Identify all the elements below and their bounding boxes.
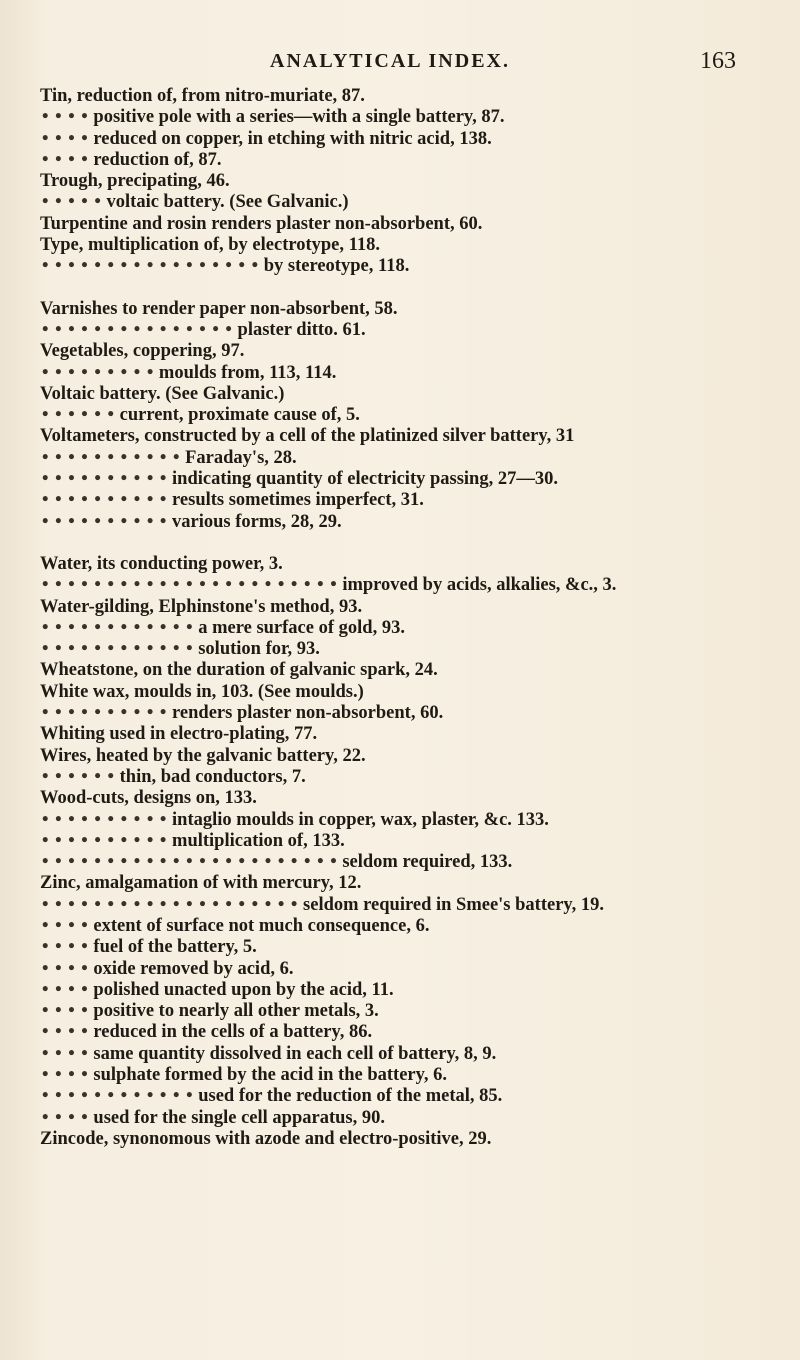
index-subentry bbox=[40, 959, 790, 980]
dot-leader: • • • • • • • • • • bbox=[42, 469, 168, 490]
entry-text: multiplication of, 133. bbox=[172, 830, 345, 851]
dot-leader: • • • • bbox=[42, 149, 89, 170]
dot-leader: • • • • bbox=[42, 1107, 89, 1128]
running-head bbox=[0, 50, 800, 80]
index-entry bbox=[40, 660, 790, 681]
dot-leader: • • • • bbox=[42, 979, 89, 1000]
entry-text: reduced on copper, in etching with nitric acid, 138. bbox=[93, 128, 492, 149]
index-subentry bbox=[40, 852, 790, 873]
entry-text: Varnishes to render paper non-absorbent, 58. bbox=[40, 298, 398, 319]
index-subentry bbox=[40, 1086, 790, 1107]
index-subentry bbox=[40, 1108, 790, 1129]
index-subentry bbox=[40, 831, 790, 852]
index-entry bbox=[40, 384, 790, 405]
dot-leader: • • • • • • • • • • bbox=[42, 511, 168, 532]
index-subentry bbox=[40, 767, 790, 788]
index-subentry bbox=[40, 192, 790, 213]
index-subentry bbox=[40, 363, 790, 384]
entry-text: solution for, 93. bbox=[198, 639, 320, 660]
index-entry bbox=[40, 597, 790, 618]
dot-leader: • • • • bbox=[42, 915, 89, 936]
entry-text: Water, its conducting power, 3. bbox=[40, 553, 283, 574]
entry-text: Wires, heated by the galvanic battery, 22. bbox=[40, 745, 366, 766]
entry-text: various forms, 28, 29. bbox=[172, 511, 342, 532]
index-group bbox=[40, 86, 790, 278]
index-subentry bbox=[40, 1065, 790, 1086]
index-subentry bbox=[40, 256, 790, 277]
dot-leader: • • • • • • • • • • • • bbox=[42, 617, 194, 638]
dot-leader: • • • • • • • • • • • • • • • • • • • • • • • bbox=[42, 852, 338, 873]
dot-leader: • • • • • • • • • • • • • • • • • • • • • • • bbox=[42, 575, 338, 596]
dot-leader: • • • • • • • • • • • • bbox=[42, 1086, 194, 1107]
entry-text: Trough, precipating, 46. bbox=[40, 171, 230, 192]
index-subentry bbox=[40, 129, 790, 150]
dot-leader: • • • • bbox=[42, 107, 89, 128]
entry-text: indicating quantity of electricity passing, 27—30. bbox=[172, 469, 558, 490]
index-entry bbox=[40, 788, 790, 809]
index-subentry bbox=[40, 107, 790, 128]
index-group bbox=[40, 299, 790, 533]
index-entry bbox=[40, 86, 790, 107]
index-subentry bbox=[40, 639, 790, 660]
entry-text: results sometimes imperfect, 31. bbox=[172, 490, 424, 511]
dot-leader: • • • • • • bbox=[42, 766, 115, 787]
entry-text: a mere surface of gold, 93. bbox=[198, 617, 405, 638]
dot-leader: • • • • bbox=[42, 1043, 89, 1064]
entry-text: intaglio moulds in copper, wax, plaster, &c. 133. bbox=[172, 809, 549, 830]
index-subentry bbox=[40, 937, 790, 958]
entry-text: White wax, moulds in, 103. (See moulds.) bbox=[40, 681, 364, 702]
entry-text: reduced in the cells of a battery, 86. bbox=[93, 1022, 373, 1043]
dot-leader: • • • • • • • • • • • • • • • • • • • • bbox=[42, 894, 299, 915]
index-entry bbox=[40, 299, 790, 320]
entry-text: Wheatstone, on the duration of galvanic spark, 24. bbox=[40, 660, 438, 681]
index-entry bbox=[40, 214, 790, 235]
entry-text: Type, multiplication of, by electrotype, 118. bbox=[40, 235, 381, 256]
index-subentry bbox=[40, 980, 790, 1001]
entry-text: Turpentine and rosin renders plaster non-absorbent, 60. bbox=[40, 213, 483, 234]
dot-leader: • • • • bbox=[42, 958, 89, 979]
entry-text: thin, bad conductors, 7. bbox=[119, 766, 306, 787]
dot-leader: • • • • bbox=[42, 1001, 89, 1022]
index-subentry bbox=[40, 618, 790, 639]
index-entry bbox=[40, 746, 790, 767]
index-subentry bbox=[40, 469, 790, 490]
entry-text: current, proximate cause of, 5. bbox=[119, 405, 360, 426]
entry-text: Water-gilding, Elphinstone's method, 93. bbox=[40, 596, 363, 617]
index-subentry bbox=[40, 1022, 790, 1043]
entry-text: extent of surface not much consequence, 6. bbox=[93, 915, 430, 936]
dot-leader: • • • • • • • • • bbox=[42, 362, 155, 383]
entry-text: Zincode, synonomous with azode and electro-positive, 29. bbox=[40, 1128, 492, 1149]
dot-leader: • • • • • • • • • • • • • • • bbox=[42, 319, 233, 340]
dot-leader: • • • • bbox=[42, 937, 89, 958]
index-subentry bbox=[40, 703, 790, 724]
dot-leader: • • • • • • • • • • • • • • • • • bbox=[42, 256, 260, 277]
entry-text: moulds from, 113, 114. bbox=[158, 362, 337, 383]
entry-text: Faraday's, 28. bbox=[185, 447, 297, 468]
index-subentry bbox=[40, 1044, 790, 1065]
dot-leader: • • • • • • bbox=[42, 405, 115, 426]
index-subentry bbox=[40, 448, 790, 469]
entry-text: reduction of, 87. bbox=[93, 149, 222, 170]
entry-text: Zinc, amalgamation of with mercury, 12. bbox=[40, 873, 362, 894]
index-entry bbox=[40, 426, 790, 447]
dot-leader: • • • • bbox=[42, 1065, 89, 1086]
entry-text: oxide removed by acid, 6. bbox=[93, 958, 294, 979]
entry-text: Voltaic battery. (See Galvanic.) bbox=[40, 383, 285, 404]
index-subentry bbox=[40, 490, 790, 511]
entry-text: used for the reduction of the metal, 85. bbox=[198, 1086, 503, 1107]
dot-leader: • • • • • • • • • • bbox=[42, 490, 168, 511]
entry-text: positive to nearly all other metals, 3. bbox=[93, 1001, 379, 1022]
index-subentry bbox=[40, 916, 790, 937]
dot-leader: • • • • • • • • • • bbox=[42, 830, 168, 851]
index-entry bbox=[40, 1129, 790, 1150]
index-body bbox=[40, 86, 790, 1171]
index-entry bbox=[40, 235, 790, 256]
index-entry bbox=[40, 873, 790, 894]
entry-text: positive pole with a series—with a single battery, 87. bbox=[93, 107, 505, 128]
entry-text: by stereotype, 118. bbox=[263, 256, 410, 277]
entry-text: seldom required in Smee's battery, 19. bbox=[303, 894, 605, 915]
index-subentry bbox=[40, 150, 790, 171]
entry-text: Tin, reduction of, from nitro-muriate, 87. bbox=[40, 86, 365, 106]
index-entry bbox=[40, 554, 790, 575]
entry-text: improved by acids, alkalies, &c., 3. bbox=[342, 575, 617, 596]
entry-text: voltaic battery. (See Galvanic.) bbox=[106, 192, 349, 213]
dot-leader: • • • • • bbox=[42, 192, 102, 213]
index-subentry bbox=[40, 512, 790, 533]
dot-leader: • • • • • • • • • • bbox=[42, 703, 168, 724]
index-subentry bbox=[40, 895, 790, 916]
entry-text: Wood-cuts, designs on, 133. bbox=[40, 788, 257, 809]
dot-leader: • • • • bbox=[42, 1022, 89, 1043]
entry-text: sulphate formed by the acid in the battery, 6. bbox=[93, 1065, 447, 1086]
page-number: 163 bbox=[700, 48, 736, 74]
dot-leader: • • • • bbox=[42, 128, 89, 149]
index-entry bbox=[40, 171, 790, 192]
index-subentry bbox=[40, 320, 790, 341]
entry-text: fuel of the battery, 5. bbox=[93, 937, 257, 958]
index-subentry bbox=[40, 810, 790, 831]
entry-text: seldom required, 133. bbox=[342, 852, 513, 873]
entry-text: polished unacted upon by the acid, 11. bbox=[93, 979, 394, 1000]
entry-text: used for the single cell apparatus, 90. bbox=[93, 1107, 385, 1128]
index-entry bbox=[40, 724, 790, 745]
index-subentry bbox=[40, 1001, 790, 1022]
entry-text: Whiting used in electro-plating, 77. bbox=[40, 724, 318, 745]
dot-leader: • • • • • • • • • • bbox=[42, 809, 168, 830]
index-subentry bbox=[40, 575, 790, 596]
dot-leader: • • • • • • • • • • • • bbox=[42, 639, 194, 660]
entry-text: renders plaster non-absorbent, 60. bbox=[172, 703, 444, 724]
entry-text: same quantity dissolved in each cell of battery, 8, 9. bbox=[93, 1043, 497, 1064]
index-entry bbox=[40, 341, 790, 362]
entry-text: plaster ditto. 61. bbox=[237, 319, 366, 340]
entry-text: Voltameters, constructed by a cell of the platinized silver battery, 31 bbox=[40, 426, 575, 447]
index-subentry bbox=[40, 405, 790, 426]
running-title: ANALYTICAL INDEX. bbox=[270, 50, 510, 72]
index-group bbox=[40, 554, 790, 1150]
dot-leader: • • • • • • • • • • • bbox=[42, 447, 181, 468]
index-entry bbox=[40, 682, 790, 703]
entry-text: Vegetables, coppering, 97. bbox=[40, 341, 245, 362]
